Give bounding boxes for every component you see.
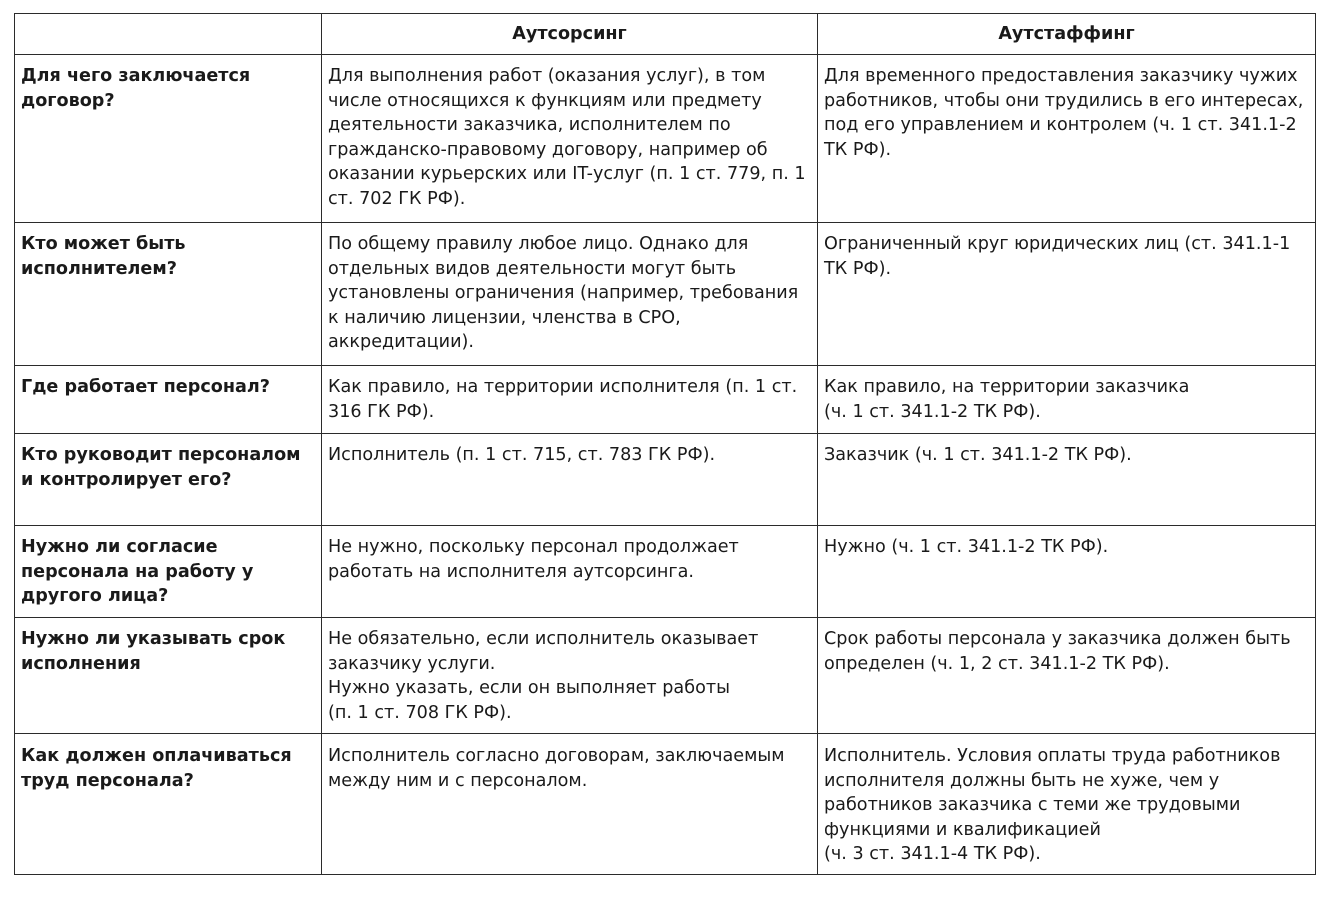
outsourcing-cell: Не нужно, поскольку персонал продолжает работать на исполнителя аутсорсинга. — [322, 526, 818, 618]
row-question: Кто руководит персоналом и контролирует его? — [15, 434, 322, 526]
row-question: Где работает персонал? — [15, 366, 322, 434]
outstaffing-cell: Нужно (ч. 1 ст. 341.1-2 ТК РФ). — [818, 526, 1316, 618]
outstaffing-cell: Ограниченный круг юридических лиц (ст. 341.1-1 ТК РФ). — [818, 223, 1316, 366]
header-empty-cell — [15, 14, 322, 55]
table-row — [15, 526, 1316, 618]
row-question: Кто может быть исполнителем? — [15, 223, 322, 366]
table-row — [15, 734, 1316, 875]
table-row — [15, 366, 1316, 434]
outstaffing-cell: Для временного предоставления заказчику чужих работников, чтобы они трудились в его интересах, под его управлением и контролем (ч. 1 ст. 341.1-2 ТК РФ). — [818, 55, 1316, 223]
row-question: Как должен оплачиваться труд персонала? — [15, 734, 322, 875]
cell-line: Исполнитель. Условия оплаты труда работников исполнителя должны быть не хуже, чем у работников заказчика с теми же трудовыми функциями и квалификацией — [824, 746, 1281, 840]
row-question: Нужно ли согласие персонала на работу у другого лица? — [15, 526, 322, 618]
outstaffing-cell: Заказчик (ч. 1 ст. 341.1-2 ТК РФ). — [818, 434, 1316, 526]
row-question: Нужно ли указывать срок исполнения — [15, 618, 322, 734]
table-header-row — [15, 14, 1316, 55]
outsourcing-cell — [322, 618, 818, 734]
table-row — [15, 434, 1316, 526]
outsourcing-cell: Исполнитель (п. 1 ст. 715, ст. 783 ГК РФ). — [322, 434, 818, 526]
outsourcing-cell: Как правило, на территории исполнителя (п. 1 ст. 316 ГК РФ). — [322, 366, 818, 434]
cell-line: Нужно указать, если он выполняет работы — [328, 678, 730, 698]
cell-line: (ч. 1 ст. 341.1-2 ТК РФ). — [824, 401, 1041, 422]
header-outsourcing: Аутсорсинг — [322, 14, 818, 55]
outsourcing-cell: Для выполнения работ (оказания услуг), в том числе относящихся к функциям или предмету деятельности заказчика, исполнителем по гражданско-правовому договору, например об оказании курьерских или IT-услуг (п. 1 ст. 779, п. 1 ст. 702 ГК РФ). — [322, 55, 818, 223]
header-outstaffing: Аутстаффинг — [818, 14, 1316, 55]
table-row — [15, 618, 1316, 734]
outstaffing-cell — [818, 734, 1316, 875]
cell-line: (ч. 3 ст. 341.1-4 ТК РФ). — [824, 844, 1041, 864]
comparison-table — [14, 13, 1316, 875]
outsourcing-cell: По общему правилу любое лицо. Однако для отдельных видов деятельности могут быть установлены ограничения (например, требования к наличию лицензии, членства в СРО, аккредитации). — [322, 223, 818, 366]
row-question: Для чего заключается договор? — [15, 55, 322, 223]
outsourcing-cell: Исполнитель согласно договорам, заключаемым между ним и с персоналом. — [322, 734, 818, 875]
cell-line: (п. 1 ст. 708 ГК РФ). — [328, 702, 512, 723]
outstaffing-cell — [818, 366, 1316, 434]
outstaffing-cell: Срок работы персонала у заказчика должен быть определен (ч. 1, 2 ст. 341.1-2 ТК РФ). — [818, 618, 1316, 734]
table-row — [15, 55, 1316, 223]
table-row — [15, 223, 1316, 366]
cell-line: Не обязательно, если исполнитель оказывает заказчику услуги. — [328, 629, 759, 674]
cell-line: Как правило, на территории заказчика — [824, 377, 1190, 397]
